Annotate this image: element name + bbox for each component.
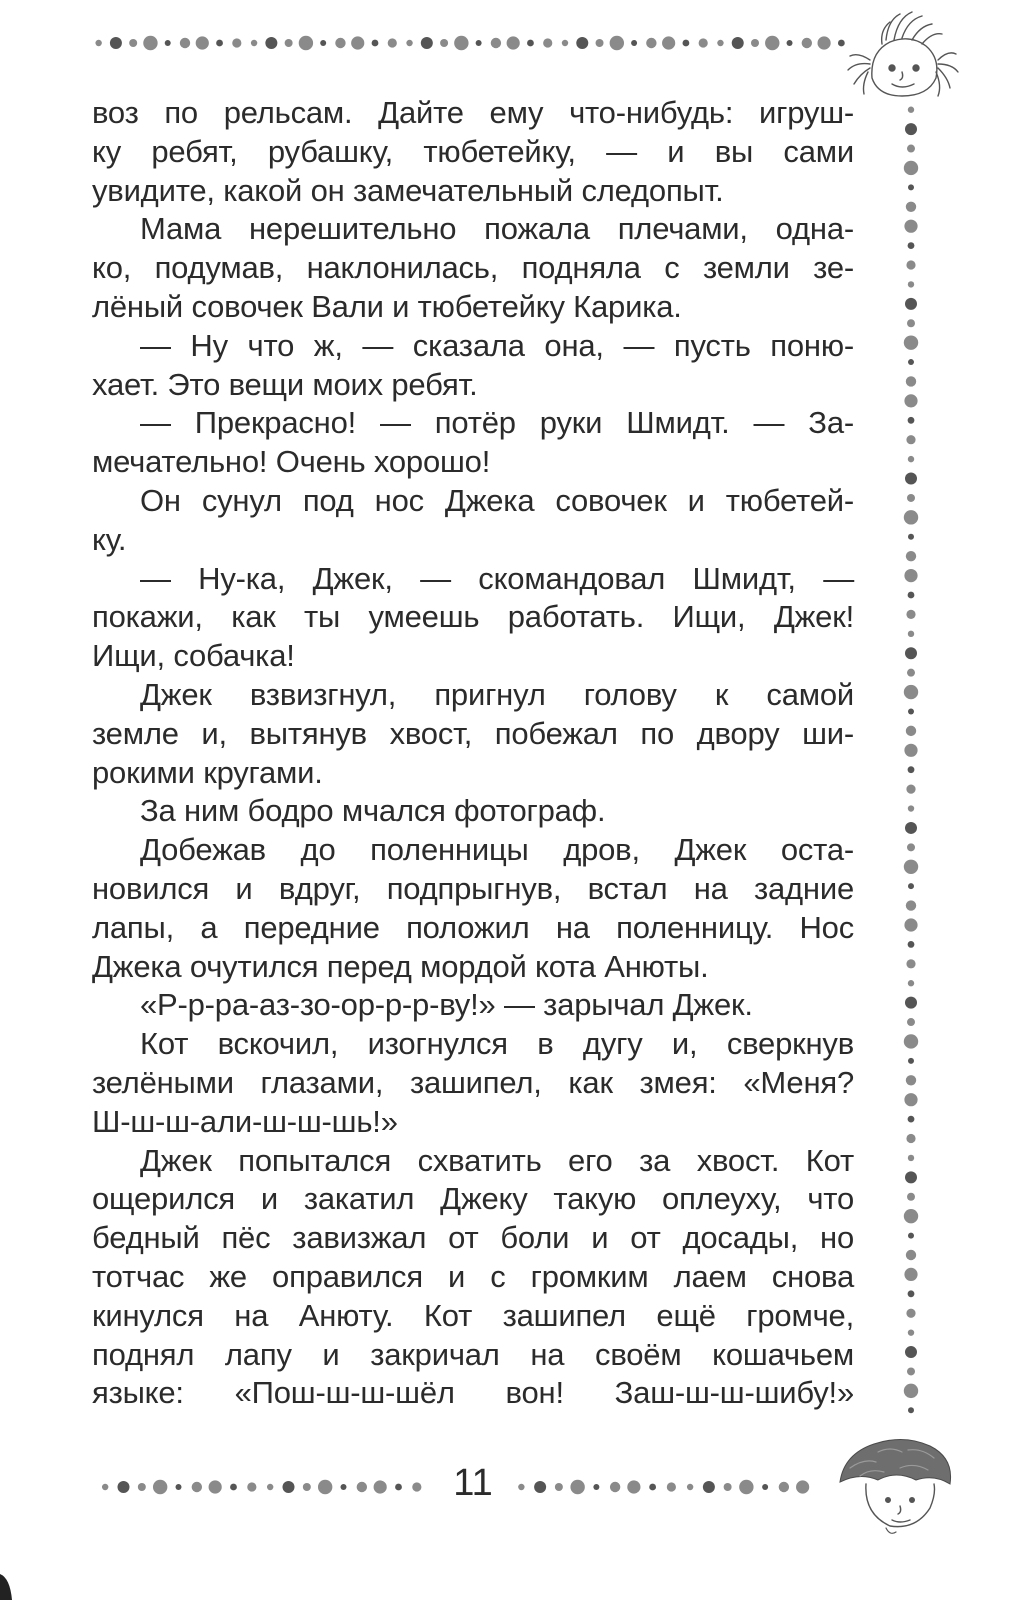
corner-mark xyxy=(0,1566,16,1600)
text-line: Джек попытался схватить его за хвост. Кот xyxy=(140,1142,854,1178)
text-line: — Ну что ж, — сказала она, — пусть поню- xyxy=(140,327,854,363)
text-line: рокими кругами. xyxy=(92,754,323,790)
text-line: тотчас же оправился и с громким лаем снова xyxy=(92,1258,854,1294)
text-line: языке: «Пош-ш-ш-шёл вон! Заш-ш-ш-шибу!» xyxy=(92,1375,854,1411)
girl-face-icon xyxy=(842,0,960,100)
text-line: Он сунул под нос Джека совочек и тюбетей- xyxy=(140,482,854,518)
bottom-dotted-border-left xyxy=(96,1472,426,1502)
text-line: лёный совочек Вали и тюбетейку Карика. xyxy=(92,288,682,324)
text-line: кинулся на Анюту. Кот зашипел ещё громче, xyxy=(92,1297,854,1333)
text-line: Добежав до поленницы дров, Джек оста- xyxy=(140,832,854,868)
top-dotted-border xyxy=(90,28,850,58)
text-line: За ним бодро мчался фотограф. xyxy=(140,793,606,829)
text-line: Мама нерешительно пожала плечами, одна- xyxy=(140,211,854,247)
text-line: «Р-р-ра-аз-зо-ор-р-р-ву!» — зарычал Джек. xyxy=(140,987,753,1023)
text-line: мечательно! Очень хорошо! xyxy=(92,444,491,480)
text-line: Джека очутился перед мордой кота Анюты. xyxy=(92,948,709,984)
text-line: земле и, вытянув хвост, побежал по двору ши- xyxy=(92,715,854,751)
text-line: бедный пёс завизжал от боли и от досады, но xyxy=(92,1220,854,1256)
right-dotted-border xyxy=(896,100,926,1420)
text-line: ощерился и закатил Джеку такую оплеуху, что xyxy=(92,1181,854,1217)
text-line: хает. Это вещи моих ребят. xyxy=(92,366,478,402)
child-face-icon xyxy=(830,1428,960,1540)
text-line: Ш-ш-ш-али-ш-ш-шь!» xyxy=(92,1103,398,1139)
text-line: зелёными глазами, зашипел, как змея: «Меня? xyxy=(92,1064,854,1100)
text-line: ко, подумав, наклонилась, подняла с земли зе- xyxy=(92,250,854,286)
bottom-dotted-border-right xyxy=(512,1472,812,1502)
page-text xyxy=(92,94,854,1413)
text-line: Джек взвизгнул, пригнул голову к самой xyxy=(140,676,854,712)
text-line: лапы, а передние положил на поленницу. Нос xyxy=(92,909,854,945)
text-line: увидите, какой он замечательный следопыт. xyxy=(92,172,724,208)
text-line: Кот вскочил, изогнулся в дугу и, сверкнув xyxy=(140,1026,854,1062)
text-line: поднял лапу и закричал на своём кошачьем xyxy=(92,1336,854,1372)
text-line: — Ну-ка, Джек, — скомандовал Шмидт, — xyxy=(140,560,854,596)
text-line: Ищи, собачка! xyxy=(92,638,295,674)
page-number: 11 xyxy=(453,1462,493,1504)
text-line: ку. xyxy=(92,521,127,557)
text-line: покажи, как ты умеешь работать. Ищи, Джек! xyxy=(92,599,854,635)
text-line: воз по рельсам. Дайте ему что-нибудь: игруш- xyxy=(92,95,854,130)
text-line: ку ребят, рубашку, тюбетейку, — и вы сами xyxy=(92,133,854,169)
text-line: — Прекрасно! — потёр руки Шмидт. — За- xyxy=(140,405,854,441)
text-line: новился и вдруг, подпрыгнув, встал на задние xyxy=(92,870,854,906)
